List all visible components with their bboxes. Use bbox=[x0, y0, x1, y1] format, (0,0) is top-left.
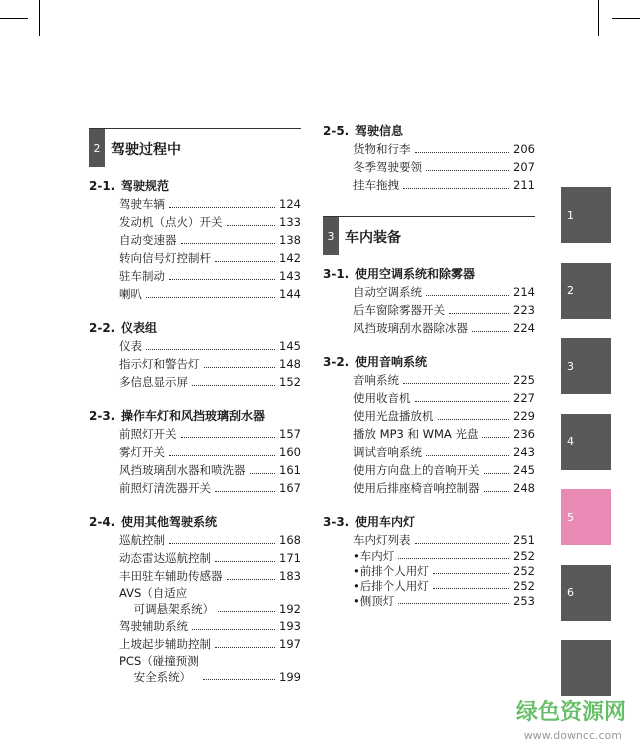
entry-label: AVS（自适应 可调悬架系统） bbox=[119, 586, 215, 616]
dot-leader bbox=[204, 367, 276, 368]
toc-entry[interactable] bbox=[119, 585, 301, 617]
dot-leader bbox=[438, 419, 510, 420]
entry-label: 播放 MP3 和 WMA 光盘 bbox=[353, 427, 479, 441]
chapter-tab-3[interactable]: 3 bbox=[561, 338, 611, 394]
entry-page-number: 245 bbox=[513, 463, 535, 477]
dot-leader bbox=[482, 437, 509, 438]
toc-section bbox=[323, 513, 535, 609]
watermark-logo: 绿色资源网 bbox=[515, 700, 626, 725]
toc-entry[interactable] bbox=[119, 213, 301, 231]
dot-leader bbox=[415, 401, 510, 402]
chapter-heading bbox=[323, 216, 535, 255]
entry-page-number: 124 bbox=[279, 197, 301, 211]
toc-section bbox=[323, 353, 535, 497]
toc-entry[interactable] bbox=[119, 531, 301, 549]
dot-leader bbox=[398, 603, 509, 604]
dot-leader bbox=[146, 297, 275, 298]
section-heading[interactable] bbox=[89, 407, 301, 425]
entry-page-number: 160 bbox=[279, 445, 301, 459]
entry-label: 驾驶辅助系统 bbox=[119, 619, 188, 633]
entry-label: PCS（碰撞预测 安全系统） bbox=[119, 654, 199, 684]
section-title: 仪表组 bbox=[121, 321, 158, 335]
toc-section bbox=[89, 407, 301, 497]
entry-page-number: 243 bbox=[513, 445, 535, 459]
section-number: 2-5. bbox=[323, 124, 350, 138]
dot-leader bbox=[215, 647, 275, 648]
entry-page-number: 207 bbox=[513, 160, 535, 174]
entry-label: 使用方向盘上的音响开关 bbox=[353, 463, 480, 477]
entry-label: •车内灯 bbox=[353, 549, 395, 563]
entry-page-number: 133 bbox=[279, 215, 301, 229]
dot-leader bbox=[192, 629, 275, 630]
entry-label: 冬季驾驶要领 bbox=[353, 160, 422, 174]
entry-label: 自动空调系统 bbox=[353, 285, 422, 299]
entry-page-number: 227 bbox=[513, 391, 535, 405]
entry-page-number: 211 bbox=[513, 178, 535, 192]
entry-label: 使用收音机 bbox=[353, 391, 411, 405]
entry-label: 发动机（点火）开关 bbox=[119, 215, 223, 229]
toc-section bbox=[89, 513, 301, 685]
toc-section bbox=[323, 122, 535, 194]
entry-page-number: 197 bbox=[279, 637, 301, 651]
entry-page-number: 157 bbox=[279, 427, 301, 441]
toc-entry[interactable] bbox=[119, 285, 301, 303]
entry-page-number: 224 bbox=[513, 321, 535, 335]
entry-page-number: 251 bbox=[513, 533, 535, 547]
toc-entry[interactable] bbox=[119, 461, 301, 479]
entry-page-number: 206 bbox=[513, 142, 535, 156]
crop-mark-left-vertical bbox=[39, 0, 40, 36]
dot-leader bbox=[426, 455, 509, 456]
section-heading[interactable] bbox=[89, 513, 301, 531]
toc-entry[interactable] bbox=[119, 231, 301, 249]
entry-page-number: 214 bbox=[513, 285, 535, 299]
dot-leader bbox=[203, 679, 275, 680]
toc-entry[interactable] bbox=[353, 594, 535, 609]
entry-label: 喇叭 bbox=[119, 287, 142, 301]
entry-page-number: 225 bbox=[513, 373, 535, 387]
dot-leader bbox=[449, 313, 509, 314]
dot-leader bbox=[215, 561, 275, 562]
toc-entry[interactable] bbox=[119, 443, 301, 461]
section-heading[interactable] bbox=[89, 177, 301, 195]
entry-label: •后排个人用灯 bbox=[353, 579, 429, 593]
dot-leader bbox=[484, 491, 510, 492]
entry-label: 指示灯和警告灯 bbox=[119, 357, 200, 371]
toc-entry[interactable] bbox=[353, 389, 535, 407]
dot-leader bbox=[227, 579, 276, 580]
entry-label: 挂车拖拽 bbox=[353, 178, 399, 192]
entry-label: 音响系统 bbox=[353, 373, 399, 387]
dot-leader bbox=[415, 543, 510, 544]
entry-label: 仪表 bbox=[119, 339, 142, 353]
dot-leader bbox=[227, 225, 276, 226]
entry-label: 风挡玻璃刮水器和喷洗器 bbox=[119, 463, 246, 477]
toc-section bbox=[323, 265, 535, 337]
chapter-title: 驾驶过程中 bbox=[111, 142, 181, 158]
entry-page-number: 223 bbox=[513, 303, 535, 317]
toc-entry[interactable] bbox=[353, 531, 535, 549]
toc-entry[interactable] bbox=[353, 407, 535, 425]
entry-page-number: 252 bbox=[513, 579, 535, 593]
chapter-tab-1[interactable]: 1 bbox=[561, 187, 611, 243]
toc-entry[interactable] bbox=[119, 479, 301, 497]
toc-entry[interactable] bbox=[353, 371, 535, 389]
entry-page-number: 199 bbox=[279, 670, 301, 684]
entry-label: 丰田驻车辅助传感器 bbox=[119, 569, 223, 583]
section-heading[interactable] bbox=[323, 265, 535, 283]
section-title: 使用其他驾驶系统 bbox=[121, 515, 218, 529]
dot-leader bbox=[433, 573, 509, 574]
dot-leader bbox=[169, 207, 275, 208]
entry-label: 巡航控制 bbox=[119, 533, 165, 547]
entry-page-number: 144 bbox=[279, 287, 301, 301]
dot-leader bbox=[181, 243, 276, 244]
entry-page-number: 183 bbox=[279, 569, 301, 583]
entry-page-number: 145 bbox=[279, 339, 301, 353]
toc-entry[interactable] bbox=[119, 337, 301, 355]
section-number: 3-2. bbox=[323, 355, 350, 369]
entry-page-number: 248 bbox=[513, 481, 535, 495]
entry-label: 车内灯列表 bbox=[353, 533, 411, 547]
entry-label: 动态雷达巡航控制 bbox=[119, 551, 211, 565]
crop-mark-left-horizontal bbox=[0, 18, 28, 19]
entry-page-number: 193 bbox=[279, 619, 301, 633]
dot-leader bbox=[403, 383, 509, 384]
entry-label: 多信息显示屏 bbox=[119, 375, 188, 389]
entry-label: 雾灯开关 bbox=[119, 445, 165, 459]
chapter-number-badge: 3 bbox=[323, 217, 339, 255]
toc-entry[interactable] bbox=[119, 355, 301, 373]
toc-section bbox=[89, 177, 301, 303]
dot-leader bbox=[250, 473, 276, 474]
dot-leader bbox=[426, 295, 509, 296]
entry-label: 转向信号灯控制杆 bbox=[119, 251, 211, 265]
dot-leader bbox=[472, 331, 509, 332]
chapter-title: 车内装备 bbox=[345, 230, 401, 246]
entry-page-number: 252 bbox=[513, 549, 535, 563]
entry-page-number: 138 bbox=[279, 233, 301, 247]
entry-label: 货物和行李 bbox=[353, 142, 411, 156]
entry-page-number: 142 bbox=[279, 251, 301, 265]
entry-page-number: 167 bbox=[279, 481, 301, 495]
chapter-tab-blank[interactable] bbox=[561, 640, 611, 696]
entry-page-number: 252 bbox=[513, 564, 535, 578]
toc-right-column bbox=[323, 122, 535, 625]
toc-entry[interactable] bbox=[353, 549, 535, 564]
toc-entry[interactable] bbox=[353, 140, 535, 158]
dot-leader bbox=[484, 473, 510, 474]
toc-entry[interactable] bbox=[119, 425, 301, 443]
section-number: 2-4. bbox=[89, 515, 116, 529]
dot-leader bbox=[169, 543, 275, 544]
entry-page-number: 161 bbox=[279, 463, 301, 477]
entry-label: 自动变速器 bbox=[119, 233, 177, 247]
entry-label: 驻车制动 bbox=[119, 269, 165, 283]
entry-page-number: 192 bbox=[279, 602, 301, 616]
dot-leader bbox=[415, 152, 510, 153]
dot-leader bbox=[433, 588, 509, 589]
dot-leader bbox=[192, 385, 275, 386]
toc-entry[interactable] bbox=[353, 461, 535, 479]
dot-leader bbox=[218, 611, 275, 612]
toc-entry[interactable] bbox=[119, 653, 301, 685]
toc-entry[interactable] bbox=[353, 425, 535, 443]
dot-leader bbox=[215, 491, 275, 492]
toc-entry[interactable] bbox=[119, 549, 301, 567]
section-title: 操作车灯和风挡玻璃刮水器 bbox=[121, 409, 266, 423]
toc-entry[interactable] bbox=[119, 567, 301, 585]
chapter-tab-5[interactable]: 5 bbox=[561, 489, 611, 545]
section-number: 2-3. bbox=[89, 409, 116, 423]
crop-mark-right-horizontal bbox=[612, 18, 640, 19]
toc-entry[interactable] bbox=[119, 373, 301, 391]
section-title: 使用音响系统 bbox=[355, 355, 428, 369]
entry-page-number: 253 bbox=[513, 594, 535, 608]
entry-label: 使用后排座椅音响控制器 bbox=[353, 481, 480, 495]
toc-entry[interactable] bbox=[119, 617, 301, 635]
toc-entry[interactable] bbox=[353, 319, 535, 337]
entry-label: 风挡玻璃刮水器除冰器 bbox=[353, 321, 468, 335]
section-title: 使用空调系统和除雾器 bbox=[355, 267, 476, 281]
toc-entry[interactable] bbox=[353, 579, 535, 594]
entry-page-number: 168 bbox=[279, 533, 301, 547]
section-title: 使用车内灯 bbox=[355, 515, 416, 529]
crop-mark-right-vertical bbox=[598, 0, 599, 36]
section-heading[interactable] bbox=[89, 319, 301, 337]
toc-entry[interactable] bbox=[119, 195, 301, 213]
dot-leader bbox=[398, 558, 509, 559]
entry-label: 前照灯开关 bbox=[119, 427, 177, 441]
entry-label: 后车窗除雾器开关 bbox=[353, 303, 445, 317]
section-heading[interactable] bbox=[323, 513, 535, 531]
section-number: 3-3. bbox=[323, 515, 350, 529]
dot-leader bbox=[403, 188, 509, 189]
toc-entry[interactable] bbox=[353, 301, 535, 319]
toc-entry[interactable] bbox=[119, 267, 301, 285]
entry-label: •前排个人用灯 bbox=[353, 564, 429, 578]
section-number: 2-2. bbox=[89, 321, 116, 335]
entry-label: 调试音响系统 bbox=[353, 445, 422, 459]
toc-entry[interactable] bbox=[353, 283, 535, 301]
entry-page-number: 171 bbox=[279, 551, 301, 565]
section-number: 2-1. bbox=[89, 179, 116, 193]
toc-entry[interactable] bbox=[353, 564, 535, 579]
dot-leader bbox=[169, 279, 275, 280]
dot-leader bbox=[215, 261, 275, 262]
toc-entry[interactable] bbox=[353, 176, 535, 194]
section-number: 3-1. bbox=[323, 267, 350, 281]
entry-label: 驾驶车辆 bbox=[119, 197, 165, 211]
watermark-url: www.downcc.com bbox=[523, 729, 622, 742]
chapter-tab-4[interactable]: 4 bbox=[561, 414, 611, 470]
section-heading[interactable] bbox=[323, 353, 535, 371]
dot-leader bbox=[181, 437, 276, 438]
chapter-tab-6[interactable]: 6 bbox=[561, 565, 611, 621]
entry-label: 使用光盘播放机 bbox=[353, 409, 434, 423]
chapter-heading bbox=[89, 128, 301, 167]
entry-page-number: 143 bbox=[279, 269, 301, 283]
toc-entry[interactable] bbox=[119, 635, 301, 653]
toc-entry[interactable] bbox=[353, 479, 535, 497]
entry-label: 上坡起步辅助控制 bbox=[119, 637, 211, 651]
entry-page-number: 236 bbox=[513, 427, 535, 441]
toc-section bbox=[89, 319, 301, 391]
dot-leader bbox=[426, 170, 509, 171]
toc-left-column bbox=[89, 128, 301, 701]
entry-page-number: 152 bbox=[279, 375, 301, 389]
dot-leader bbox=[169, 455, 275, 456]
toc-entry[interactable] bbox=[119, 249, 301, 267]
dot-leader bbox=[146, 349, 275, 350]
section-title: 驾驶规范 bbox=[121, 179, 170, 193]
entry-page-number: 229 bbox=[513, 409, 535, 423]
entry-page-number: 148 bbox=[279, 357, 301, 371]
section-heading[interactable] bbox=[323, 122, 535, 140]
toc-entry[interactable] bbox=[353, 443, 535, 461]
section-title: 驾驶信息 bbox=[355, 124, 404, 138]
toc-entry[interactable] bbox=[353, 158, 535, 176]
entry-label: •侧顶灯 bbox=[353, 594, 395, 608]
chapter-number-badge: 2 bbox=[89, 129, 105, 167]
chapter-tab-2[interactable]: 2 bbox=[561, 263, 611, 319]
entry-label: 前照灯清洗器开关 bbox=[119, 481, 211, 495]
